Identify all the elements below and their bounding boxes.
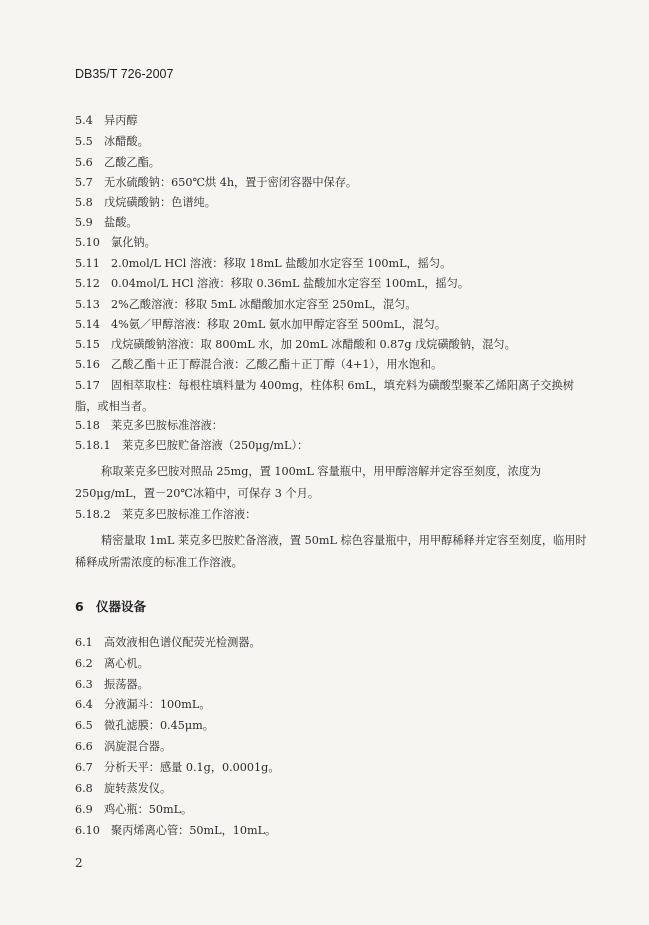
item-text: 微孔滤膜：0.45μm。 — [104, 719, 214, 732]
item-number: 5.12 — [75, 277, 100, 290]
list-item — [75, 257, 451, 271]
list-item — [75, 358, 442, 372]
item-text: 振荡器。 — [104, 678, 149, 691]
item-text: 旋转蒸发仪。 — [104, 782, 172, 795]
list-item — [75, 277, 469, 291]
list-item — [75, 298, 417, 312]
item-text: 鸡心瓶：50mL。 — [104, 803, 193, 816]
item-text: 无水硫酸钠：650℃烘 4h，置于密闭容器中保存。 — [104, 176, 358, 189]
item-number: 5.17 — [75, 379, 100, 392]
list-item — [75, 196, 216, 210]
item-number: 5.13 — [75, 298, 100, 311]
list-item — [75, 318, 446, 332]
item-number: 5.5 — [75, 135, 93, 148]
item-number: 5.9 — [75, 216, 93, 229]
item-text: 高效液相色谱仪配荧光检测器。 — [104, 636, 261, 649]
item-number: 6.1 — [75, 636, 93, 649]
item-text: 固相萃取柱：每根柱填料量为 400mg，柱体积 6mL，填充料为磺酸型聚苯乙烯阳离子交换树脂，或相当者。 — [75, 379, 574, 413]
list-item — [75, 678, 149, 692]
list-item — [75, 636, 261, 650]
item-text: 氯化钠。 — [111, 236, 156, 249]
list-item — [75, 216, 138, 230]
list-item — [75, 156, 160, 170]
item-number: 6.7 — [75, 761, 93, 774]
list-item — [75, 740, 171, 754]
item-text: 莱克多巴胺标准溶液： — [111, 419, 223, 432]
list-item — [75, 657, 149, 671]
item-number: 5.6 — [75, 156, 93, 169]
list-item — [75, 114, 138, 128]
item-text: 乙酸乙酯＋正丁醇混合液：乙酸乙酯＋正丁醇（4+1），用水饱和。 — [111, 358, 443, 371]
section-heading — [75, 597, 146, 615]
item-text: 戊烷磺酸钠溶液：取 800mL 水，加 20mL 冰醋酸和 0.87g 戊烷磺酸钠，混匀。 — [111, 338, 516, 351]
list-item — [75, 698, 211, 712]
item-text: 莱克多巴胺贮备溶液（250μg/mL）： — [122, 439, 309, 452]
item-text: 分液漏斗：100mL。 — [104, 698, 211, 711]
list-item — [75, 824, 276, 838]
list-item — [75, 761, 280, 775]
item-text: 离心机。 — [104, 657, 149, 670]
list-item — [75, 135, 149, 149]
item-text: 莱克多巴胺标准工作溶液： — [122, 508, 257, 521]
item-number: 5.4 — [75, 114, 93, 127]
page-number: 2 — [75, 856, 83, 870]
item-text: 戊烷磺酸钠：色谱纯。 — [104, 196, 216, 209]
list-item — [75, 375, 590, 417]
list-item — [75, 176, 357, 190]
item-text: 盐酸。 — [104, 216, 138, 229]
list-item — [75, 803, 192, 817]
list-item — [75, 338, 516, 352]
item-number: 5.15 — [75, 338, 100, 351]
list-item — [75, 419, 223, 433]
paragraph: 称取莱克多巴胺对照品 25mg，置 100mL 容量瓶中，用甲醇溶解并定容至刻度，浓度为 250μg/mL，置－20℃冰箱中，可保存 3 个月。 — [75, 465, 542, 500]
item-number: 5.16 — [75, 358, 100, 371]
item-number: 6.4 — [75, 698, 93, 711]
item-text: 4%氨／甲醇溶液：移取 20mL 氨水加甲醇定容至 500mL，混匀。 — [111, 318, 447, 331]
item-text: 异丙醇 — [104, 114, 138, 127]
item-number: 5.8 — [75, 196, 93, 209]
item-number: 6.3 — [75, 678, 93, 691]
subsection-heading — [75, 439, 308, 453]
item-number: 6.9 — [75, 803, 93, 816]
item-text: 分析天平：感量 0.1g，0.0001g。 — [104, 761, 280, 774]
item-number: 5.18.2 — [75, 508, 111, 521]
item-number: 5.18 — [75, 419, 100, 432]
item-number: 6.6 — [75, 740, 93, 753]
item-text: 0.04mol/L HCl 溶液：移取 0.36mL 盐酸加水定容至 100mL，摇匀。 — [111, 277, 470, 290]
item-number: 5.10 — [75, 236, 100, 249]
item-text: 2.0mol/L HCl 溶液：移取 18mL 盐酸加水定容至 100mL，摇匀。 — [111, 257, 452, 270]
list-item — [75, 719, 214, 733]
item-text: 聚丙烯离心管：50mL，10mL。 — [111, 824, 277, 837]
section-number: 6 — [75, 599, 84, 614]
item-number: 6.2 — [75, 657, 93, 670]
item-number: 5.7 — [75, 176, 93, 189]
subsection-heading — [75, 508, 256, 522]
item-number: 5.14 — [75, 318, 100, 331]
item-text: 涡旋混合器。 — [104, 740, 172, 753]
section-title-text: 仪器设备 — [96, 599, 147, 614]
paragraph: 精密量取 1mL 莱克多巴胺贮备溶液，置 50mL 棕色容量瓶中，用甲醇稀释并定容至刻度，临用时稀释成所需浓度的标准工作溶液。 — [75, 534, 587, 569]
list-item — [75, 782, 171, 796]
item-number: 5.11 — [75, 257, 100, 270]
list-item — [75, 236, 156, 250]
item-text: 2%乙酸溶液：移取 5mL 冰醋酸加水定容至 250mL，混匀。 — [111, 298, 417, 311]
item-text: 乙酸乙酯。 — [104, 156, 160, 169]
item-text: 冰醋酸。 — [104, 135, 149, 148]
item-number: 6.8 — [75, 782, 93, 795]
standard-code-header: DB35/T 726-2007 — [75, 67, 174, 81]
item-number: 5.18.1 — [75, 439, 111, 452]
item-number: 6.10 — [75, 824, 100, 837]
item-number: 6.5 — [75, 719, 93, 732]
